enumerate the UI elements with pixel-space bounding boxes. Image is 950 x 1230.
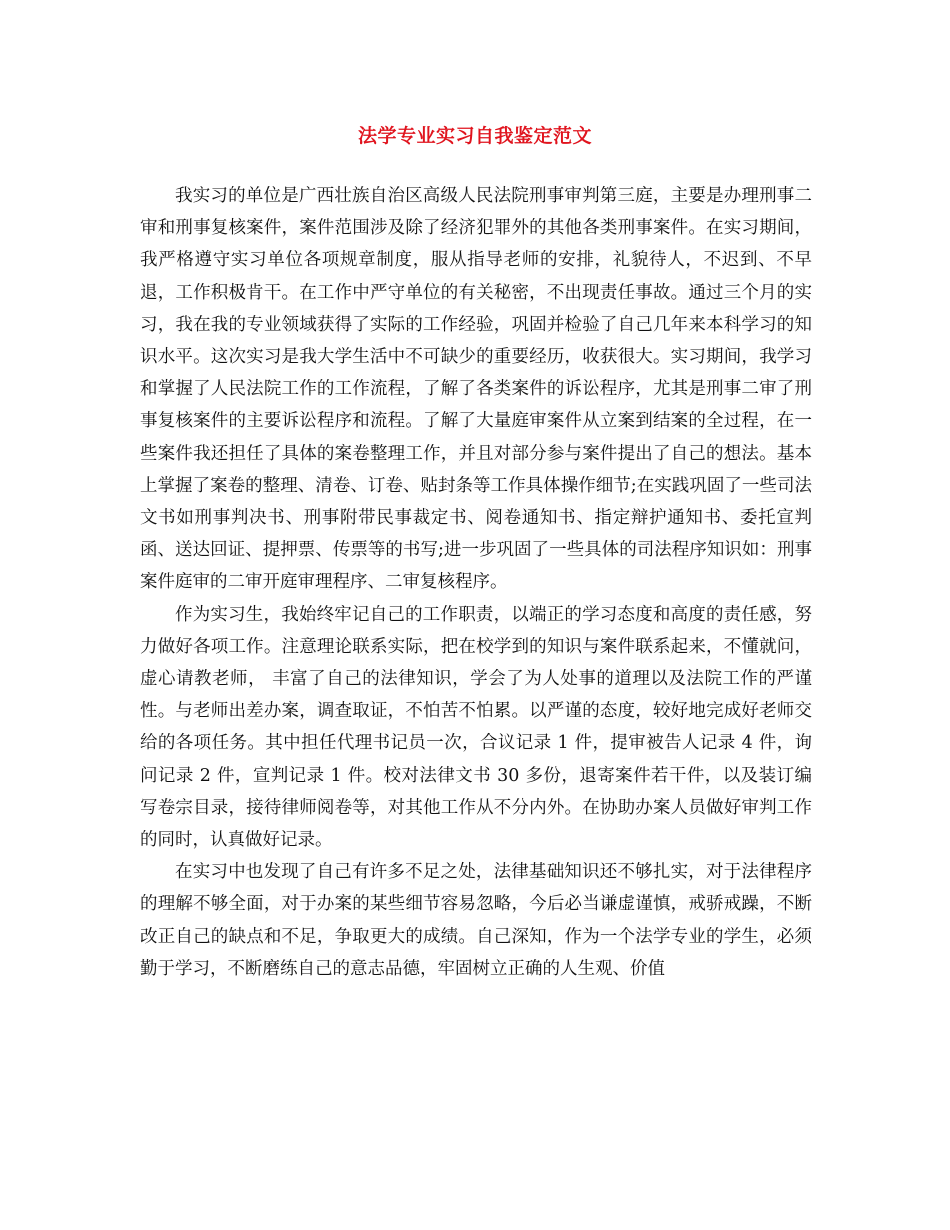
paragraph: 在实习中也发现了自己有许多不足之处，法律基础知识还不够扎实，对于法律程序的理解不够全面，对于办案的某些细节容易忽略，今后必当谦虚谨慎，戒骄戒躁，不断改正自己的缺点和不足，争取更大的成绩。自己深知，作为一个法学专业的学生，必须勤于学习，不断磨练自己的意志品德，牢固树立正确的人生观、价值 [140, 862, 812, 979]
paragraph: 我实习的单位是广西壮族自治区高级人民法院刑事审判第三庭，主要是办理刑事二审和刑事复核案件，案件范围涉及除了经济犯罪外的其他各类刑事案件。在实习期间，我严格遵守实习单位各项规章制度，服从指导老师的安排，礼貌待人，不迟到、不早退，工作积极肯干。在工作中严守单位的有关秘密，不出现责任事故。通过三个月的实习，我在我的专业领域获得了实际的工作经验，巩固并检验了自己几年来本科学习的知识水平。这次实习是我大学生活中不可缺少的重要经历，收获很大。实习期间，我学习和掌握了人民法院工作的工作流程，了解了各类案件的诉讼程序，尤其是刑事二审了刑事复核案件的主要诉讼程序和流程。了解了大量庭审案件从立案到结案的全过程，在一些案件我还担任了具体的案卷整理工作，并且对部分参与案件提出了自己的想法。基本上掌握了案卷的整理、清卷、订卷、贴封条等工作具体操作细节;在实践巩固了一些司法文书如刑事判决书、刑事附带民事裁定书、阅卷通知书、指定辩护通知书、委托宣判函、送达回证、提押票、传票等的书写;进一步巩固了一些具体的司法程序知识如：刑事案件庭审的二审开庭审理程序、二审复核程序。 [140, 186, 812, 593]
document-body [140, 180, 812, 985]
paragraph: 作为实习生，我始终牢记自己的工作职责，以端正的学习态度和高度的责任感，努力做好各项工作。注意理论联系实际，把在校学到的知识与案件联系起来，不懂就问，虚心请教老师， 丰富了自己的法律知识，学会了为人处事的道理以及法院工作的严谨性。与老师出差办案，调查取证，不怕苦不怕累。以严谨的态度，较好地完成好老师交给的各项任务。其中担任代理书记员一次，合议记录 1 件，提审被告人记录 4 件，询问记录 2 件，宣判记录 1 件。校对法律文书 30 多份，退寄案件若干件，以及装订编写卷宗目录，接待律师阅卷等，对其他工作从不分内外。在协助办案人员做好审判工作的同时，认真做好记录。 [140, 604, 812, 851]
document-title: 法学专业实习自我鉴定范文 [357, 125, 592, 147]
